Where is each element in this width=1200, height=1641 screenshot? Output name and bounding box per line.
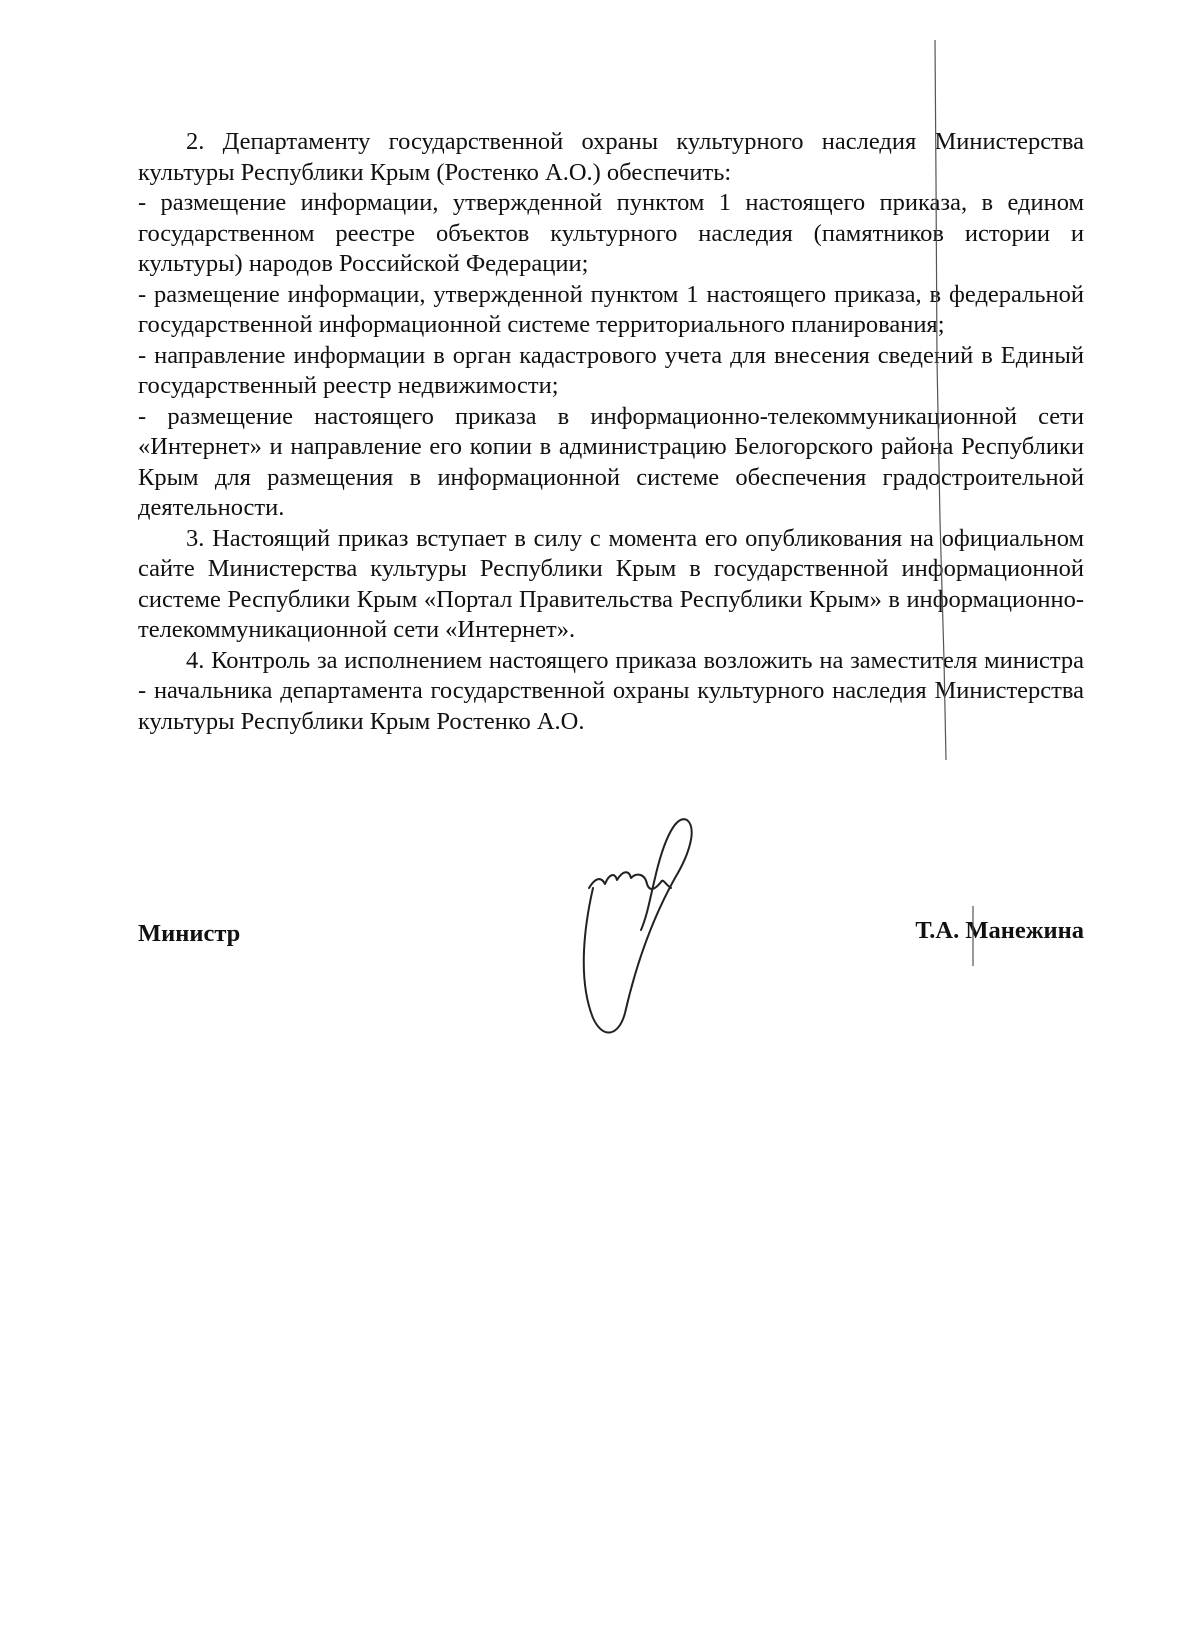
paragraph-bullet-cadastre: - направление информации в орган кадастрового учета для внесения сведений в Единый государственный реестр недвижимости; bbox=[138, 341, 1084, 399]
signatory-title: Министр bbox=[138, 920, 241, 947]
handwritten-signature bbox=[575, 818, 725, 1043]
paragraph-bullet-planning-system: - размещение информации, утвержденной пунктом 1 настоящего приказа, в федеральной государственной информационной системе территориального планирования; bbox=[138, 280, 1084, 338]
paragraph-item-2: 2. Департаменту государственной охраны культурного наследия Министерства культуры Республики Крым (Ростенко А.О.) обеспечить: bbox=[138, 128, 1084, 186]
paragraph-item-4: 4. Контроль за исполнением настоящего приказа возложить на заместителя министра - начальника департамента государственной охраны культурного наследия Министерства культуры Республики Крым Ростенко А.О. bbox=[138, 646, 1084, 735]
paragraph-bullet-registry: - размещение информации, утвержденной пунктом 1 настоящего приказа, в едином государственном реестре объектов культурного наследия (памятников истории и культуры) народов Российской Федерации; bbox=[138, 189, 1084, 277]
paragraph-bullet-internet: - размещение настоящего приказа в информационно-телекоммуникационной сети «Интернет» и направление его копии в администрацию Белогорского района Республики Крым для размещения в информационной системе обеспечения градостроительной деятельности. bbox=[138, 402, 1084, 521]
signatory-name: Т.А. Манежина bbox=[915, 917, 1084, 944]
document-body bbox=[138, 127, 1084, 737]
paragraph-item-3: 3. Настоящий приказ вступает в силу с момента его опубликования на официальном сайте Министерства культуры Республики Крым в государственной информационной системе Республики Крым «Портал Правительства Республики Крым» в информационно-телекоммуникационной сети «Интернет». bbox=[138, 524, 1084, 643]
